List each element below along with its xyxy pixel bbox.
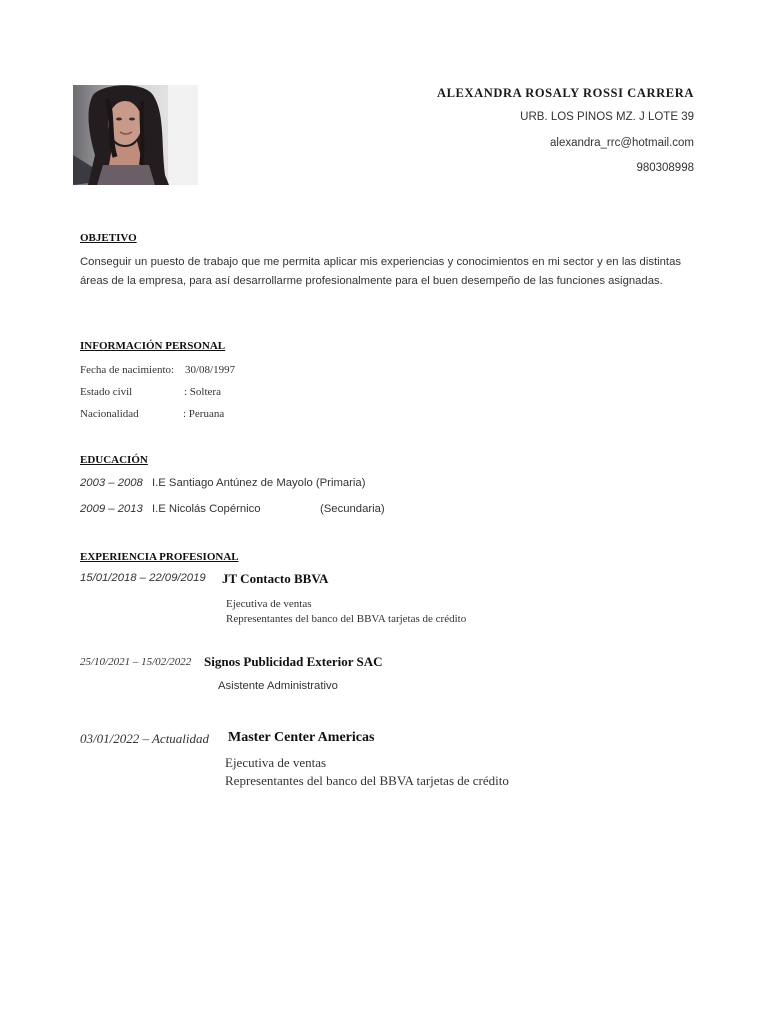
education-item (80, 477, 365, 489)
education-item (80, 503, 261, 515)
nationality-label: Nacionalidad (80, 408, 139, 420)
education-title: EDUCACIÓN (80, 454, 148, 466)
education-school: I.E Santiago Antúnez de Mayolo (Primaria) (151, 477, 366, 489)
experience-company: Master Center Americas (228, 730, 375, 745)
phone-number: 980308998 (636, 162, 694, 174)
birthdate-label: Fecha de nacimiento: (80, 364, 175, 376)
education-level: (Secundaria) (320, 503, 385, 515)
experience-role: Ejecutiva de ventas (226, 598, 312, 610)
civil-status-value: : Soltera (184, 386, 221, 398)
profile-photo (73, 85, 198, 185)
objective-text: Conseguir un puesto de trabajo que me permita aplicar mis experiencias y conocimientos en mi sector y en las distintas áreas de la empresa, para así desarrollarme profesionalmente para el buen desempeño de las funciones asignadas. (80, 256, 681, 287)
email: alexandra_rrc@hotmail.com (550, 137, 694, 149)
experience-dates: 25/10/2021 – 15/02/2022 (80, 656, 192, 668)
experience-role: Ejecutiva de ventas (225, 755, 327, 770)
birthdate-value: 30/08/1997 (185, 364, 236, 376)
candidate-name: ALEXANDRA ROSALY ROSSI CARRERA (436, 86, 694, 100)
experience-dates: 15/01/2018 – 22/09/2019 (80, 572, 206, 584)
nationality-value: : Peruana (183, 408, 225, 420)
personal-info-title: INFORMACIÓN PERSONAL (80, 340, 226, 352)
education-years: 2003 – 2008 (80, 477, 143, 489)
education-school: I.E Nicolás Copérnico (151, 503, 261, 515)
experience-company: JT Contacto BBVA (222, 571, 329, 586)
experience-title: EXPERIENCIA PROFESIONAL (80, 551, 239, 563)
experience-description: Representantes del banco del BBVA tarjetas de crédito (225, 773, 509, 788)
objective-title: OBJETIVO (80, 232, 137, 244)
civil-status-label: Estado civil (80, 386, 133, 398)
experience-dates: 03/01/2022 – Actualidad (80, 731, 210, 746)
address: URB. LOS PINOS MZ. J LOTE 39 (520, 111, 694, 123)
education-years: 2009 – 2013 (80, 503, 143, 515)
experience-description: Representantes del banco del BBVA tarjetas de crédito (226, 613, 467, 625)
experience-role: Asistente Administrativo (218, 680, 338, 692)
experience-company: Signos Publicidad Exterior SAC (204, 654, 383, 669)
